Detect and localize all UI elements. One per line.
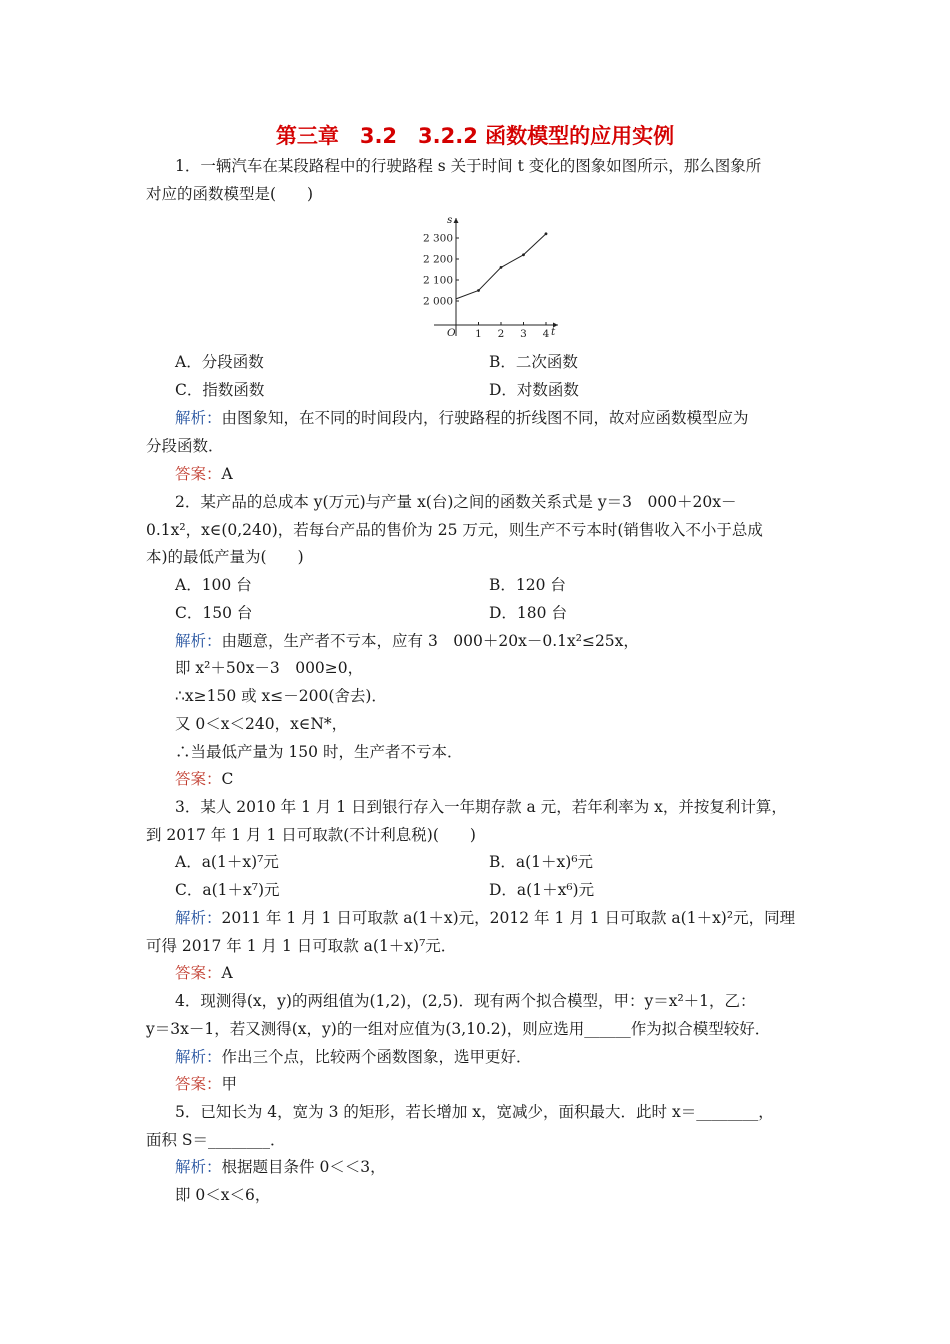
q2-step: ∴x≥150 或 x≤－200(舍去)．: [175, 687, 387, 705]
analysis-label: 解析：: [175, 1048, 222, 1066]
analysis-label: 解析：: [175, 409, 222, 427]
y-axis-arrow: [454, 218, 459, 223]
q2-answer-value: C: [221, 770, 234, 788]
q1-option-c: C．指数函数: [175, 381, 265, 399]
x-tick-label: 2: [497, 328, 505, 340]
analysis-label: 解析：: [175, 632, 222, 650]
q2-analysis: [175, 630, 639, 652]
q2-option-a: A．100 台: [175, 576, 252, 594]
q2-answer: [175, 768, 233, 790]
analysis-label: 解析：: [175, 1158, 222, 1176]
q5-analysis-text1: 根据题目条件 0＜＜3，: [221, 1158, 386, 1176]
q3-analysis-text2: 可得 2017 年 1 月 1 日可取款 a(1＋x)⁷元．: [146, 937, 457, 955]
q3-option-d: D．a(1＋x⁶)元: [489, 881, 595, 899]
q3-option-b: B．a(1＋x)⁶元: [489, 853, 594, 871]
q1-answer: [175, 463, 233, 485]
page-title: 第三章 3.2 3.2.2 函数模型的应用实例: [275, 124, 675, 148]
q1-answer-value: A: [221, 465, 233, 483]
q1-analysis: [175, 407, 749, 429]
q2-stem-line1: 2．某产品的总成本 y(万元)与产量 x(台)之间的函数关系式是 y＝3 000＋20x－: [175, 493, 737, 511]
q4-analysis-text1: 作出三个点，比较两个函数图象，选甲更好．: [221, 1048, 532, 1066]
q1-stem-line1: 1．一辆汽车在某段路程中的行驶路程 s 关于时间 t 变化的图象如图所示，那么图象所: [175, 157, 762, 175]
q5-stem-line1: 5．已知长为 4，宽为 3 的矩形，若长增加 x，宽减少，面积最大．此时 x＝________，: [175, 1103, 774, 1121]
q3-analysis: [175, 907, 795, 929]
q4-analysis: [175, 1046, 532, 1068]
q3-option-a: A．a(1＋x)⁷元: [175, 853, 279, 871]
q1-analysis-text1: 由图象知，在不同的时间段内，行驶路程的折线图不同，故对应函数模型应为: [221, 409, 749, 427]
x-axis-label: t: [551, 326, 556, 338]
q3-stem-line1: 3．某人 2010 年 1 月 1 日到银行存入一年期存款 a 元，若年利率为 x，并按复利计算，: [175, 798, 787, 816]
q1-stem-line2: 对应的函数模型是( ): [146, 185, 314, 203]
q4-stem-line2: y＝3x－1，若又测得(x，y)的一组对应值为(3,10.2)，则应选用______作为拟合模型较好．: [146, 1020, 771, 1038]
q2-step: 又 0＜x＜240，x∈N*，: [175, 715, 348, 733]
y-tick-label: 2 000: [422, 295, 453, 308]
q2-analysis-text1: 由题意，生产者不亏本，应有 3 000＋20x－0.1x²≤25x，: [221, 632, 639, 650]
q4-answer: [175, 1073, 237, 1095]
q4-answer-value: 甲: [221, 1075, 238, 1093]
x-tick-label: 1: [475, 328, 482, 340]
answer-label: 答案：: [175, 1075, 222, 1093]
y-tick-label: 2 200: [422, 253, 453, 266]
q3-analysis-text1: 2011 年 1 月 1 日可取款 a(1＋x)元，2012 年 1 月 1 日可取款 a(1＋x)²元，同理: [221, 909, 796, 927]
y-tick-label: 2 100: [422, 274, 453, 287]
answer-label: 答案：: [175, 770, 222, 788]
q2-step: ∴当最低产量为 150 时，生产者不亏本．: [175, 743, 463, 761]
q3-answer-value: A: [221, 964, 233, 982]
q2-option-d: D．180 台: [489, 604, 567, 622]
data-point: [477, 289, 480, 292]
data-point: [522, 253, 525, 256]
y-axis-label: s: [447, 214, 453, 226]
answer-label: 答案：: [175, 964, 222, 982]
q5-analysis: [175, 1156, 386, 1178]
distance-time-chart: [416, 214, 566, 340]
q2-stem-line3: 本)的最低产量为( ): [146, 548, 304, 566]
data-point: [500, 266, 503, 269]
y-tick-label: 2 300: [422, 232, 453, 245]
x-tick-label: 3: [520, 328, 527, 340]
answer-label: 答案：: [175, 465, 222, 483]
q5-step: 即 0＜x＜6，: [175, 1186, 271, 1204]
q2-stem-line2: 0.1x²，x∈(0,240)，若每台产品的售价为 25 万元，则生产不亏本时(销售收入不小于总成: [146, 521, 763, 539]
origin-label: O: [447, 327, 456, 339]
analysis-label: 解析：: [175, 909, 222, 927]
q1-option-a: A．分段函数: [175, 353, 264, 371]
q1-analysis-text2: 分段函数．: [146, 437, 224, 455]
q4-stem-line1: 4．现测得(x，y)的两组值为(1,2)，(2,5)．现有两个拟合模型，甲：y＝x²＋1，乙：: [175, 992, 756, 1010]
q3-option-c: C．a(1＋x⁷)元: [175, 881, 280, 899]
x-tick-label: 4: [542, 328, 550, 340]
data-point: [545, 232, 548, 235]
q2-option-c: C．150 台: [175, 604, 253, 622]
q2-option-b: B．120 台: [489, 576, 566, 594]
q1-figure: [416, 214, 566, 340]
q3-answer: [175, 962, 233, 984]
q2-step: 即 x²＋50x－3 000≥0，: [175, 659, 364, 677]
q1-option-d: D．对数函数: [489, 381, 579, 399]
q5-stem-line2: 面积 S＝________．: [146, 1131, 286, 1149]
q1-option-b: B．二次函数: [489, 353, 578, 371]
q3-stem-line2: 到 2017 年 1 月 1 日可取款(不计利息税)( ): [146, 826, 476, 844]
